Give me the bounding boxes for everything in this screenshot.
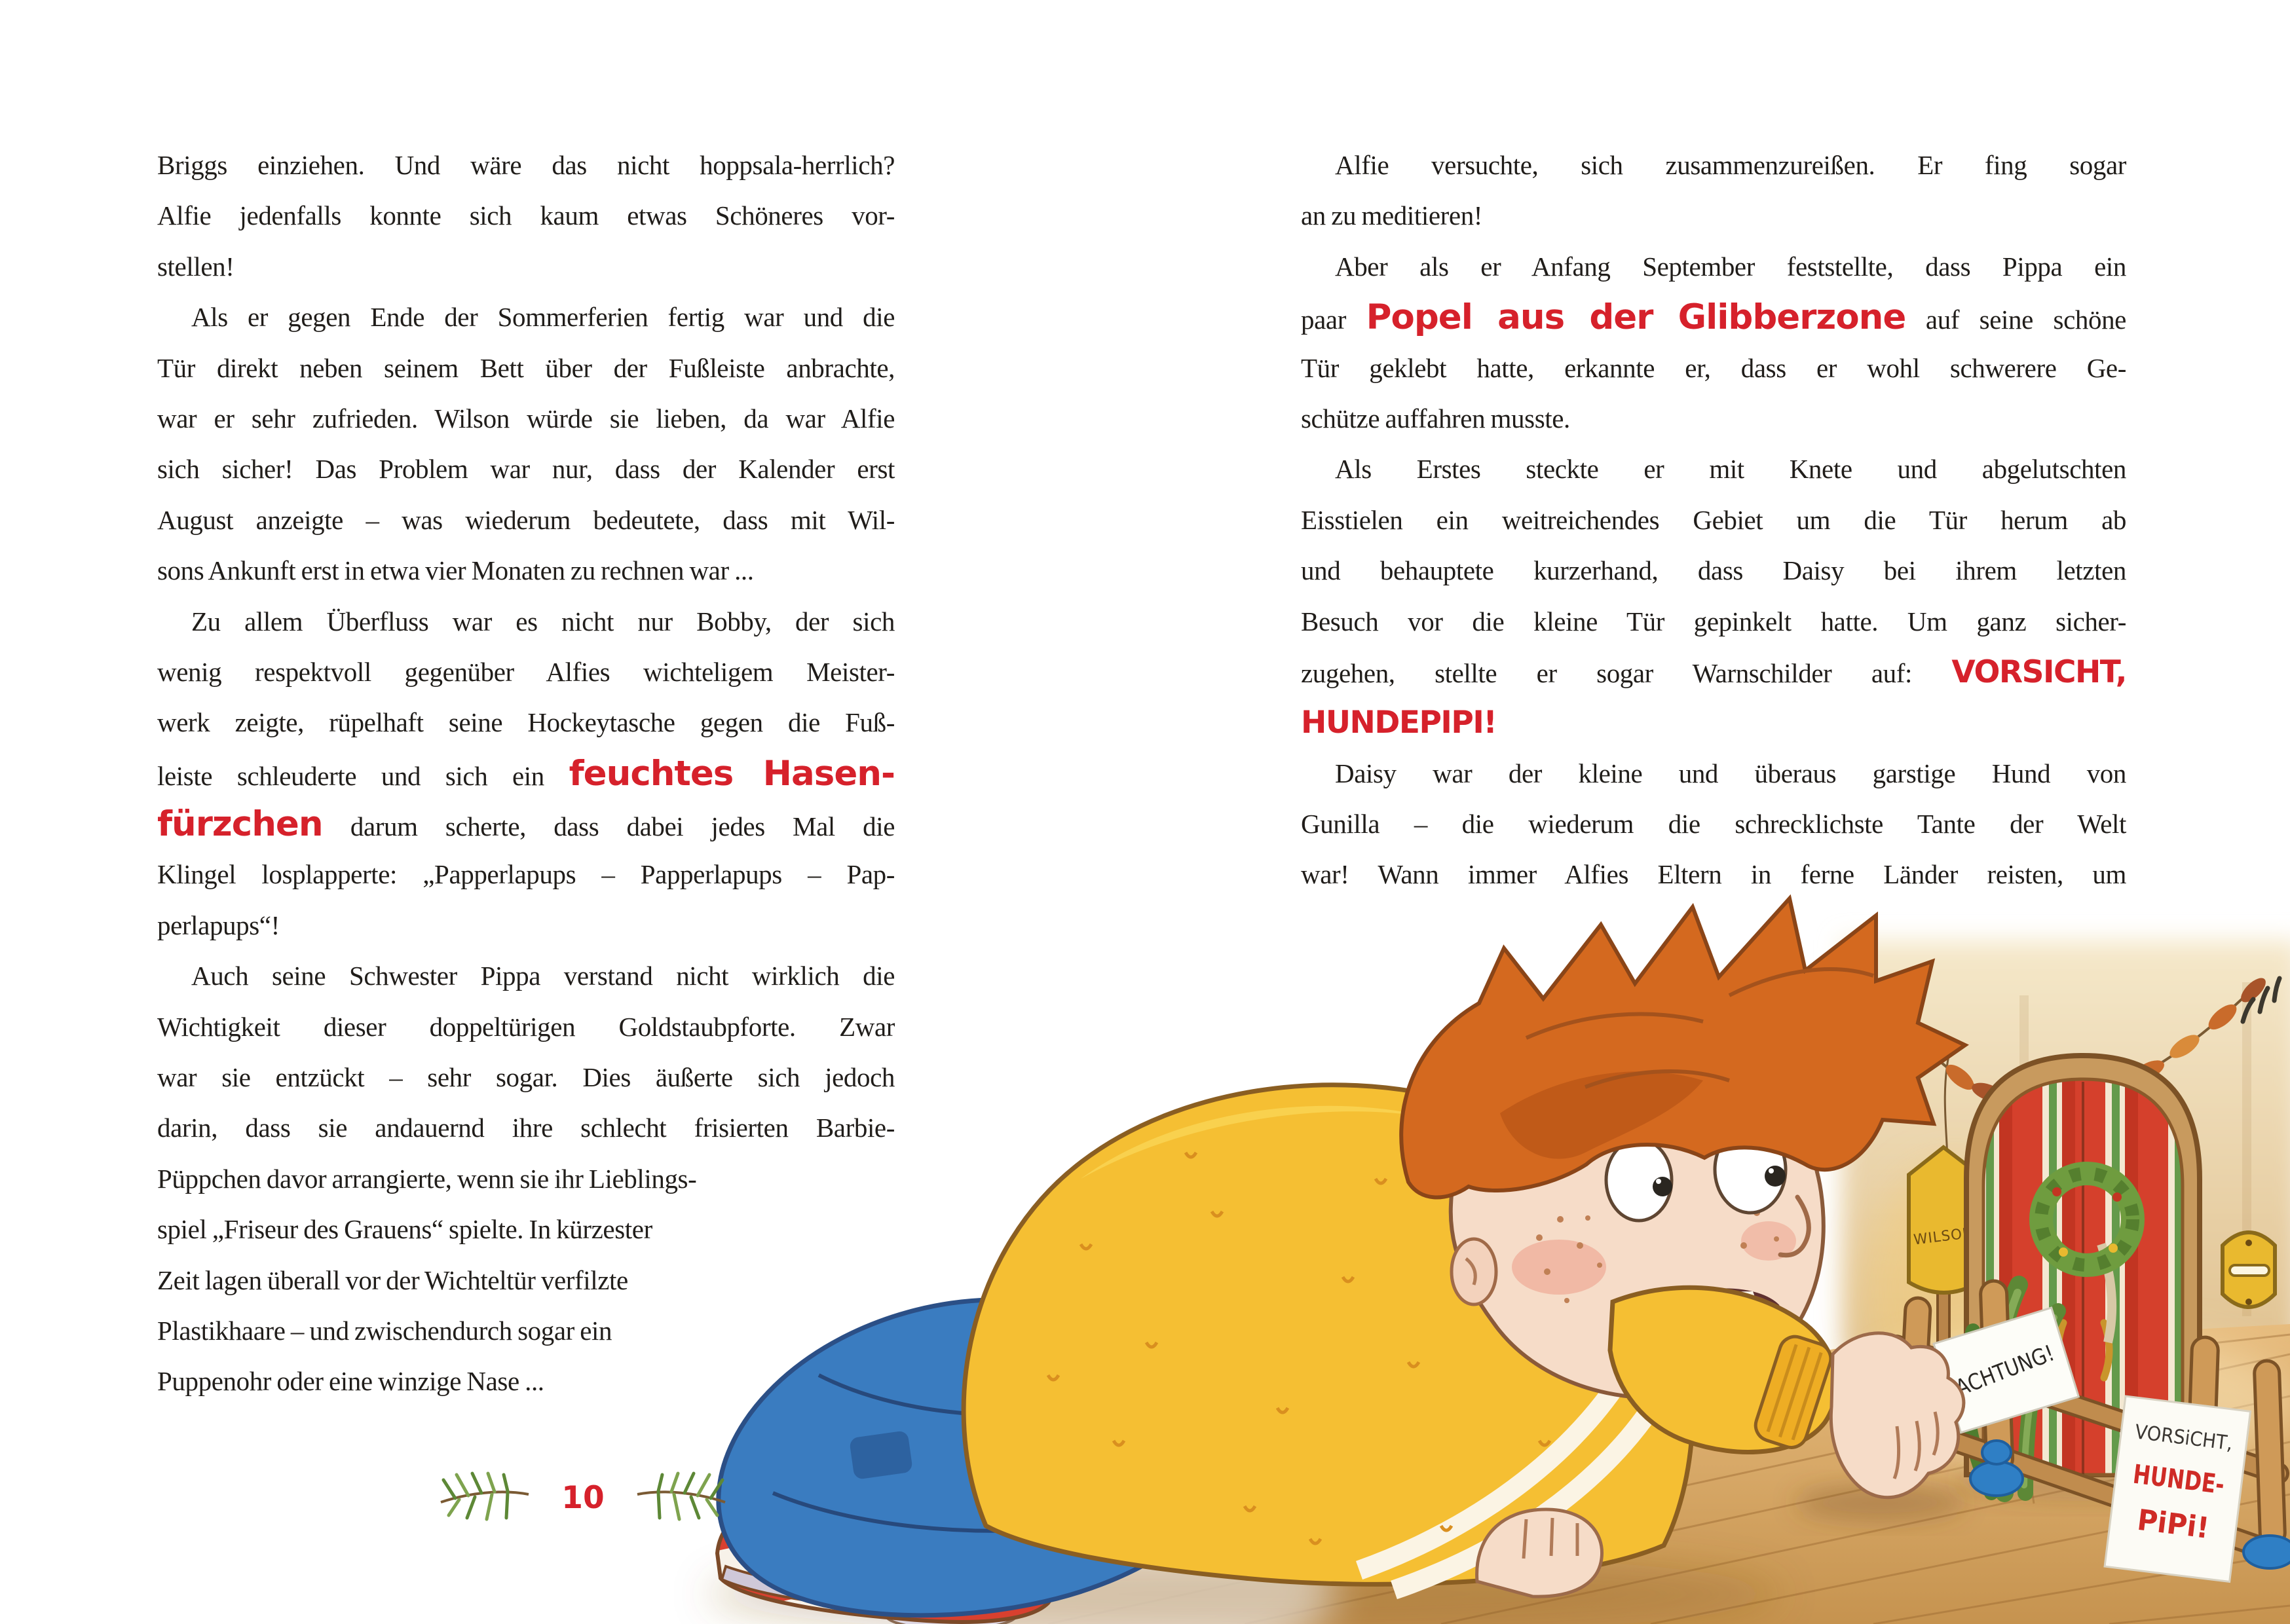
body-text: darin, dass sie andauernd ihre schlecht frisierten Barbie- <box>157 1113 895 1143</box>
body-text: Zeit lagen überall vor der Wichteltür verfilzte <box>157 1264 628 1295</box>
body-text: Briggs einziehen. Und wäre das nicht hoppsala-herrlich? <box>157 150 895 180</box>
body-text: Besuch vor die kleine Tür gepinkelt hatte. Um ganz sicher- <box>1301 606 2126 637</box>
text-line <box>157 799 895 849</box>
body-text: stellen! <box>157 251 235 282</box>
page-left-text <box>157 140 895 1407</box>
body-text: perlapups“! <box>157 910 280 940</box>
body-text: war! Wann immer Alfies Eltern in ferne Länder reisten, um <box>1301 859 2126 890</box>
text-line <box>157 242 895 292</box>
text-line <box>157 545 895 596</box>
text-line <box>157 343 895 394</box>
text-line <box>157 191 895 241</box>
warning-sign-line1: VORSiCHT, <box>2133 1420 2243 1456</box>
body-text: paar <box>1301 304 1366 335</box>
body-text: Plastikhaare – und zwischendurch sogar ein <box>157 1315 612 1346</box>
text-line <box>157 951 895 1001</box>
body-text: Als er gegen Ende der Sommerferien fertig war und die <box>191 302 895 333</box>
body-text: Aber als er Anfang September feststellte, dass Pippa ein <box>1335 251 2126 282</box>
text-line <box>1301 647 2126 697</box>
text-line <box>157 1306 895 1356</box>
body-text: auf seine schöne <box>1905 304 2126 335</box>
body-text: und behauptete kurzerhand, dass Daisy bei ihrem letzten <box>1301 555 2126 586</box>
text-line <box>1301 242 2126 292</box>
text-line <box>157 140 895 191</box>
warning-sign <box>2105 1396 2250 1581</box>
text-line <box>157 849 895 900</box>
achtung-sign-label: ACHTUNG! <box>1952 1334 2074 1402</box>
body-text: sich sicher! Das Problem war nur, dass der Kalender erst <box>157 454 895 485</box>
body-text: Zu allem Überfluss war es nicht nur Bobby, der sich <box>191 606 895 637</box>
text-line <box>1301 597 2126 647</box>
text-line <box>157 495 895 545</box>
body-text: Eisstielen ein weitreichendes Gebiet um die Tür herum ab <box>1301 504 2126 535</box>
text-line <box>1301 849 2126 900</box>
highlighted-text: VORSICHT, <box>1951 654 2126 690</box>
highlighted-text: Popel aus der Glibberzone <box>1366 297 1906 338</box>
text-line <box>1301 799 2126 849</box>
text-line <box>157 1255 895 1306</box>
body-text: Als Erstes steckte er mit Knete und abgelutschten <box>1335 454 2126 485</box>
text-line <box>157 1204 895 1255</box>
text-line <box>157 394 895 444</box>
text-line <box>157 647 895 697</box>
body-text: wenig respektvoll gegenüber Alfies wichteligem Meister- <box>157 656 895 687</box>
text-line <box>157 748 895 799</box>
text-line <box>157 697 895 748</box>
page-footer <box>419 1462 747 1534</box>
body-text: Gunilla – die wiederum die schrecklichste Tante der Welt <box>1301 809 2126 840</box>
body-text: zugehen, stellte er sogar Warnschilder auf: <box>1301 657 1952 688</box>
page-number: 10 <box>561 1479 605 1516</box>
page-right-text <box>1301 140 2126 900</box>
body-text: Wichtigkeit dieser doppeltürigen Goldstaubpforte. Zwar <box>157 1011 895 1042</box>
body-text: Klingel losplapperte: „Papperlapups – Papperlapups – Pap- <box>157 859 895 890</box>
body-text: August anzeigte – was wiederum bedeutete, dass mit Wil- <box>157 504 895 535</box>
body-text: Tür direkt neben seinem Bett über der Fußleiste anbrachte, <box>157 352 895 383</box>
highlighted-text: HUNDEPIPI! <box>1301 705 1497 741</box>
text-line <box>1301 394 2126 444</box>
text-line <box>1301 748 2126 799</box>
body-text: Püppchen davor arrangierte, wenn sie ihr Lieblings- <box>157 1163 697 1194</box>
body-text: sons Ankunft erst in etwa vier Monaten zu rechnen war ... <box>157 555 754 586</box>
text-line <box>1301 495 2126 545</box>
text-line <box>157 1356 895 1407</box>
text-line <box>1301 697 2126 748</box>
body-text: Auch seine Schwester Pippa verstand nicht wirklich die <box>191 961 895 991</box>
body-text: darum scherte, dass dabei jedes Mal die <box>322 811 895 842</box>
wilson-sign-label: WILSON <box>1913 1225 1976 1249</box>
highlighted-text: feuchtes Hasen- <box>569 753 895 794</box>
fir-sprig-icon <box>436 1468 534 1527</box>
text-line <box>157 1052 895 1103</box>
warning-sign-line2: HUNDE- <box>2131 1459 2250 1504</box>
letterbox <box>2223 1232 2275 1307</box>
warning-sign-line3: PiPi! <box>2135 1503 2215 1546</box>
body-text: Alfie jedenfalls konnte sich kaum etwas Schöneres vor- <box>157 200 895 231</box>
text-line <box>157 1002 895 1052</box>
body-text: Daisy war der kleine und überaus garstige Hund von <box>1335 758 2126 788</box>
body-text: war sie entzückt – sehr sogar. Dies äußerte sich jedoch <box>157 1062 895 1093</box>
text-line <box>1301 545 2126 596</box>
text-line <box>157 292 895 342</box>
body-text: schütze auffahren musste. <box>1301 403 1570 434</box>
text-line <box>1301 343 2126 394</box>
body-text: werk zeigte, rüpelhaft seine Hockeytasche gegen die Fuß- <box>157 707 895 738</box>
body-text: war er sehr zufrieden. Wilson würde sie lieben, da war Alfie <box>157 403 895 434</box>
text-line <box>157 597 895 647</box>
highlighted-text: fürzchen <box>157 804 323 845</box>
body-text: Puppenohr oder eine winzige Nase ... <box>157 1366 544 1397</box>
text-line <box>157 1154 895 1204</box>
text-line <box>1301 191 2126 241</box>
body-text: Tür geklebt hatte, erkannte er, dass er wohl schwerere Ge- <box>1301 352 2126 383</box>
body-text: leiste schleuderte und sich ein <box>157 760 569 791</box>
text-line <box>1301 444 2126 494</box>
text-line <box>157 900 895 951</box>
text-line <box>1301 292 2126 342</box>
body-text: spiel „Friseur des Grauens“ spielte. In kürzester <box>157 1214 652 1245</box>
fir-sprig-icon <box>632 1468 730 1527</box>
text-line <box>157 444 895 494</box>
text-line <box>157 1103 895 1153</box>
body-text: an zu meditieren! <box>1301 200 1483 231</box>
body-text: Alfie versuchte, sich zusammenzureißen. Er fing sogar <box>1335 150 2126 180</box>
text-line <box>1301 140 2126 191</box>
